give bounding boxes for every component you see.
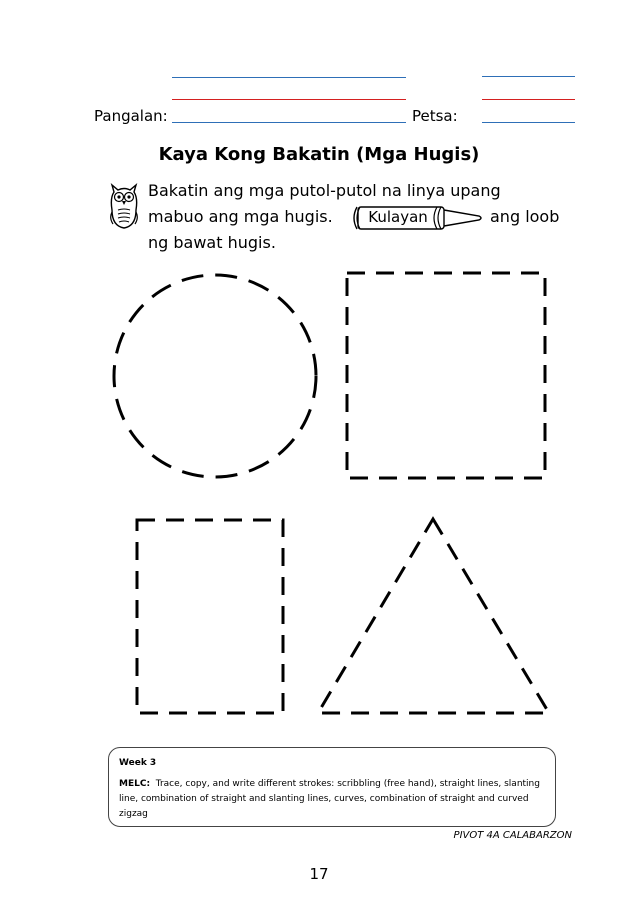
instruction-line-2-end: ang loob [490,207,560,226]
date-label: Petsa: [412,107,458,125]
crayon-label: Kulayan [368,208,428,226]
melc-text [119,777,545,822]
instruction-line-3: ng bawat hugis. [148,233,276,252]
square-shape[interactable] [347,273,545,478]
melc-box [108,747,556,827]
footer-label: PIVOT 4A CALABARZON [453,830,572,841]
page-title: Kaya Kong Bakatin (Mga Hugis) [158,144,480,165]
circle-shape[interactable] [114,275,316,477]
melc-description: Trace, copy, and write different strokes: scribbling (free hand), straight lines, slanting line, combination of straight and slanting lines, curves, combination of straight and curved zigzag [119,779,540,819]
rectangle-shape[interactable] [137,520,283,713]
melc-label: MELC: [119,779,151,789]
page-number: 17 [309,865,329,883]
week-label: Week 3 [119,758,157,768]
instruction-line-2-start: mabuo ang mga hugis. [148,207,333,226]
name-label: Pangalan: [94,107,168,125]
instruction-line-1: Bakatin ang mga putol-putol na linya upang [148,181,501,200]
triangle-shape[interactable] [318,519,549,713]
